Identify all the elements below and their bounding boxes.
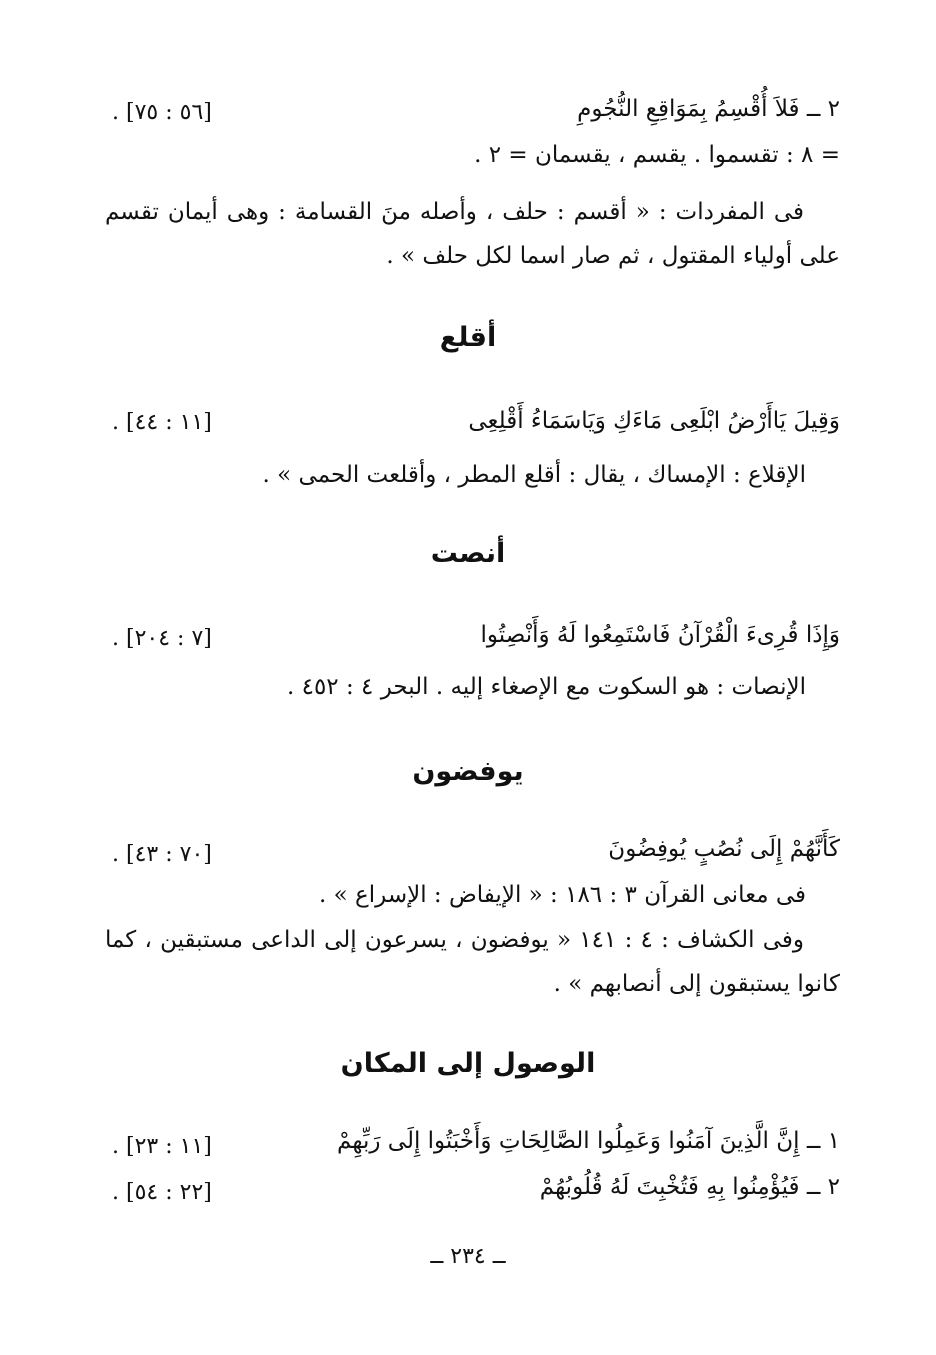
quran-verse: ١ ــ إِنَّ الَّذِينَ آمَنُوا وَعَمِلُوا الصَّالِحَاتِ وَأَخْبَتُوا إِلَى رَبِّهِمْ [337, 1128, 840, 1154]
verse-reference: [١١ : ٢٣] . [112, 1134, 212, 1159]
commentary-note: فى معانى القرآن ٣ : ١٨٦ : « الإيفاض : الإسراع » . [319, 882, 806, 908]
section-heading: يوفضون [412, 756, 524, 787]
verse-reference: [٧ : ٢٠٤] . [112, 626, 212, 651]
quran-verse: ٢ ــ فَلاَ أُقْسِمُ بِمَوَاقِعِ النُّجُومِ [577, 96, 840, 122]
section-heading: أنصت [430, 538, 506, 569]
quran-verse: وَقِيلَ يَاأَرْضُ ابْلَعِى مَاءَكِ وَيَاسَمَاءُ أَقْلِعِى [468, 408, 840, 434]
commentary-paragraph: وفى الكشاف : ٤ : ١٤١ « يوفضون ، يسرعون إلى الداعى مستبقين ، كما كانوا يستبقون إلى أنصابهم » . [105, 927, 840, 997]
verse-reference: [٧٠ : ٤٣] . [112, 842, 212, 867]
commentary-paragraph: فى المفردات : « أقسم : حلف ، وأصله منَ القسامة : وهى أيمان تقسم على أولياء المقتول ، ثم صار اسما لكل حلف » . [105, 199, 840, 269]
commentary-note: الإنصات : هو السكوت مع الإصغاء إليه . البحر ٤ : ٤٥٢ . [286, 674, 806, 700]
section-heading: أقلع [439, 322, 497, 353]
verse-reference: [١١ : ٤٤] . [112, 410, 212, 435]
commentary-note: الإقلاع : الإمساك ، يقال : أقلع المطر ، وأقلعت الحمى » . [262, 462, 806, 488]
quran-verse: ٢ ــ فَيُؤْمِنُوا بِهِ فَتُخْبِتَ لَهُ قُلُوبُهُمْ [539, 1174, 840, 1200]
section-heading: الوصول إلى المكان [340, 1048, 596, 1079]
quran-verse: كَأَنَّهُمْ إِلَى نُصُبٍ يُوفِضُونَ [608, 836, 840, 862]
verse-reference: [٢٢ : ٥٤] . [112, 1180, 212, 1205]
word-count-line: = ٨ : تقسموا . يقسم ، يقسمان = ٢ . [474, 142, 840, 168]
quran-verse: وَإِذَا قُرِىءَ الْقُرْآنُ فَاسْتَمِعُوا لَهُ وَأَنْصِتُوا [480, 622, 840, 648]
verse-reference: [٥٦ : ٧٥] . [112, 100, 212, 125]
page-number: ــ ٢٣٤ ــ [430, 1244, 506, 1269]
